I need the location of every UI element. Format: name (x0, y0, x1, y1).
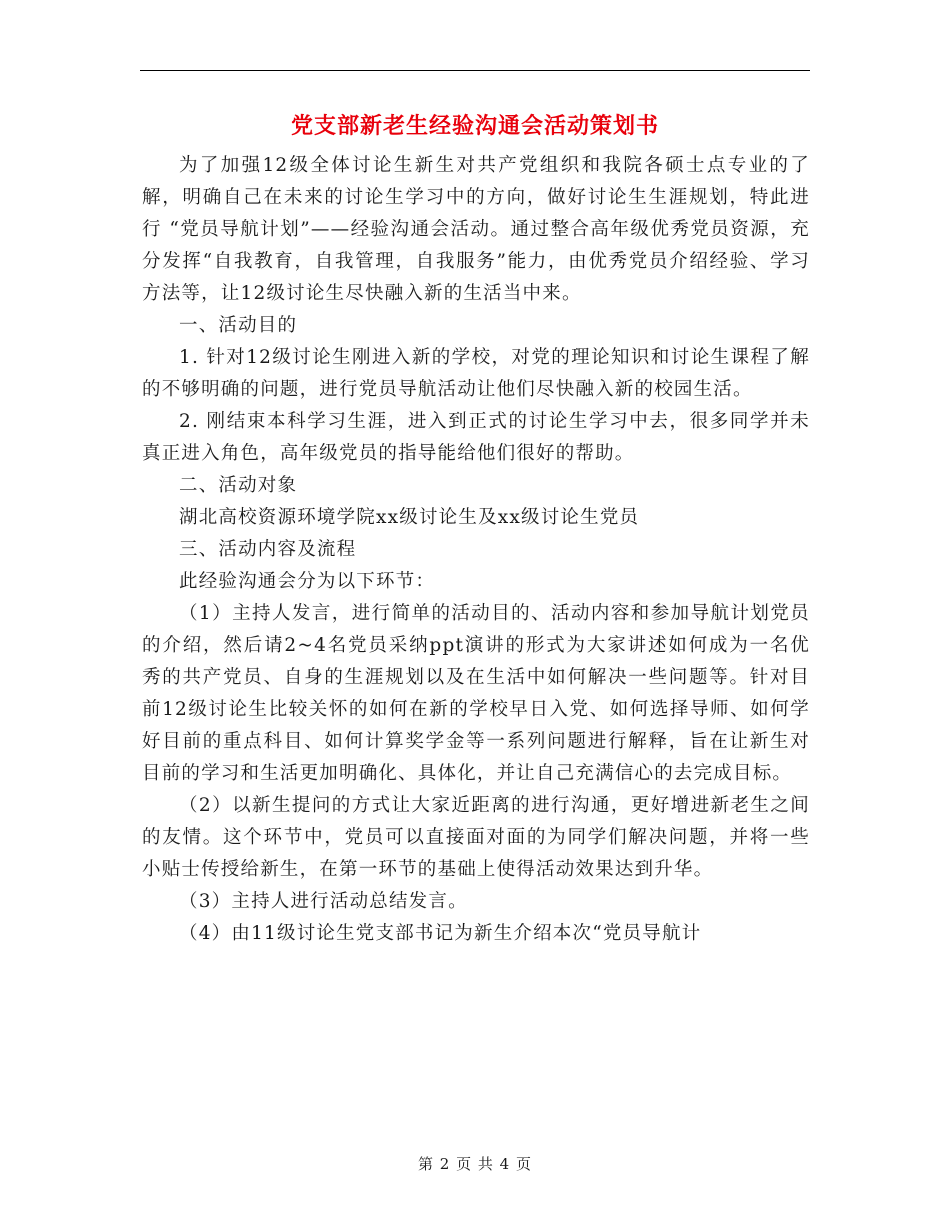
intro-paragraph: 为了加强12级全体讨论生新生对共产党组织和我院各硕士点专业的了解，明确自己在未来的讨论生学习中的方向，做好讨论生生涯规划，特此进行 “党员导航计划”——经验沟通会活动。通过整合高年级优秀党员资源，充分发挥“自我教育，自我管理，自我服务”能力，由优秀党员介绍经验、学习方法等，让12级讨论生尽快融入新的生活当中来。 (142, 155, 810, 304)
section-heading-flow: 三、活动内容及流程 (179, 539, 357, 560)
flow-intro: 此经验沟通会分为以下环节： (179, 571, 436, 592)
flow-step-4: （4）由11级讨论生党支部书记为新生介绍本次“党员导航计 (179, 923, 702, 944)
flow-step-2: （2）以新生提问的方式让大家近距离的进行沟通，更好增进新老生之间的友情。这个环节中，党员可以直接面对面的为同学们解决问题，并将一些小贴士传授给新生，在第一环节的基础上使得活动效果达到升华。 (142, 795, 810, 880)
document-title: 党支部新老生经验沟通会活动策划书 (290, 113, 659, 139)
page-number: 第 2 页 共 4 页 (418, 1155, 532, 1173)
purpose-item-2: 2. 刚结束本科学习生涯，进入到正式的讨论生学习中去，很多同学并未真正进入角色，高年级党员的指导能给他们很好的帮助。 (142, 411, 810, 464)
purpose-item-1: 1. 针对12级讨论生刚进入新的学校，对党的理论知识和讨论生课程了解的不够明确的问题，进行党员导航活动让他们尽快融入新的校园生活。 (142, 347, 810, 400)
flow-step-1: （1）主持人发言，进行简单的活动目的、活动内容和参加导航计划党员的介绍，然后请2~4名党员采纳ppt演讲的形式为大家讲述如何成为一名优秀的共产党员、自身的生涯规划以及在生活中如何解决一些问题等。针对目前12级讨论生比较关怀的如何在新的学校早日入党、如何选择导师、如何学好目前的重点科目、如何计算奖学金等一系列问题进行解释，旨在让新生对目前的学习和生活更加明确化、具体化，并让自己充满信心的去完成目标。 (142, 603, 810, 784)
header-rule (140, 70, 810, 71)
audience-paragraph: 湖北高校资源环境学院xx级讨论生及xx级讨论生党员 (179, 507, 640, 528)
document-body (142, 150, 810, 950)
flow-step-3: （3）主持人进行活动总结发言。 (179, 891, 468, 912)
section-heading-audience: 二、活动对象 (179, 475, 298, 496)
section-heading-purpose: 一、活动目的 (179, 315, 298, 336)
